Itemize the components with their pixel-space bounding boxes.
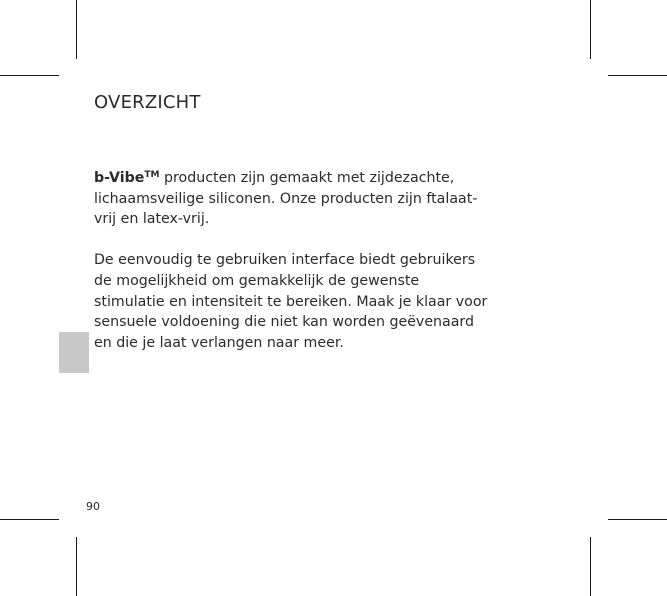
crop-mark-bottom-left-vertical (76, 537, 77, 596)
paragraph-line: b-Vibe™ producten zijn gemaakt met zijdezachte, (94, 170, 455, 186)
page-number: 90 (86, 500, 100, 513)
crop-mark-bottom-left-horizontal (0, 519, 59, 520)
crop-mark-top-right-horizontal (608, 75, 667, 76)
brand-name: b-Vibe™ (94, 170, 160, 186)
body-text (94, 168, 546, 374)
crop-mark-bottom-right-vertical (590, 537, 591, 596)
paragraph-interface (94, 250, 546, 353)
trademark-mark: TM (144, 170, 160, 180)
page-title: OVERZICHT (94, 92, 201, 113)
crop-mark-bottom-right-horizontal (608, 519, 667, 520)
crop-mark-top-left-vertical (76, 0, 77, 59)
paragraph-line: sensuele voldoening die niet kan worden geëvenaard (94, 314, 475, 331)
section-side-tab (59, 332, 89, 373)
paragraph-line: lichaamsveilige siliconen. Onze producten zijn ftalaat- (94, 190, 478, 207)
paragraph-line: stimulatie en intensiteit te bereiken. Maak je klaar voor (94, 293, 488, 310)
paragraph-line: vrij en latex-vrij. (94, 211, 210, 228)
paragraph-line: de mogelijkheid om gemakkelijk de gewenste (94, 272, 420, 289)
paragraph-materials (94, 168, 546, 230)
paragraph-line: De eenvoudig te gebruiken interface biedt gebruikers (94, 252, 476, 269)
paragraph-line: en die je laat verlangen naar meer. (94, 334, 344, 351)
crop-mark-top-right-vertical (590, 0, 591, 59)
crop-mark-top-left-horizontal (0, 75, 59, 76)
